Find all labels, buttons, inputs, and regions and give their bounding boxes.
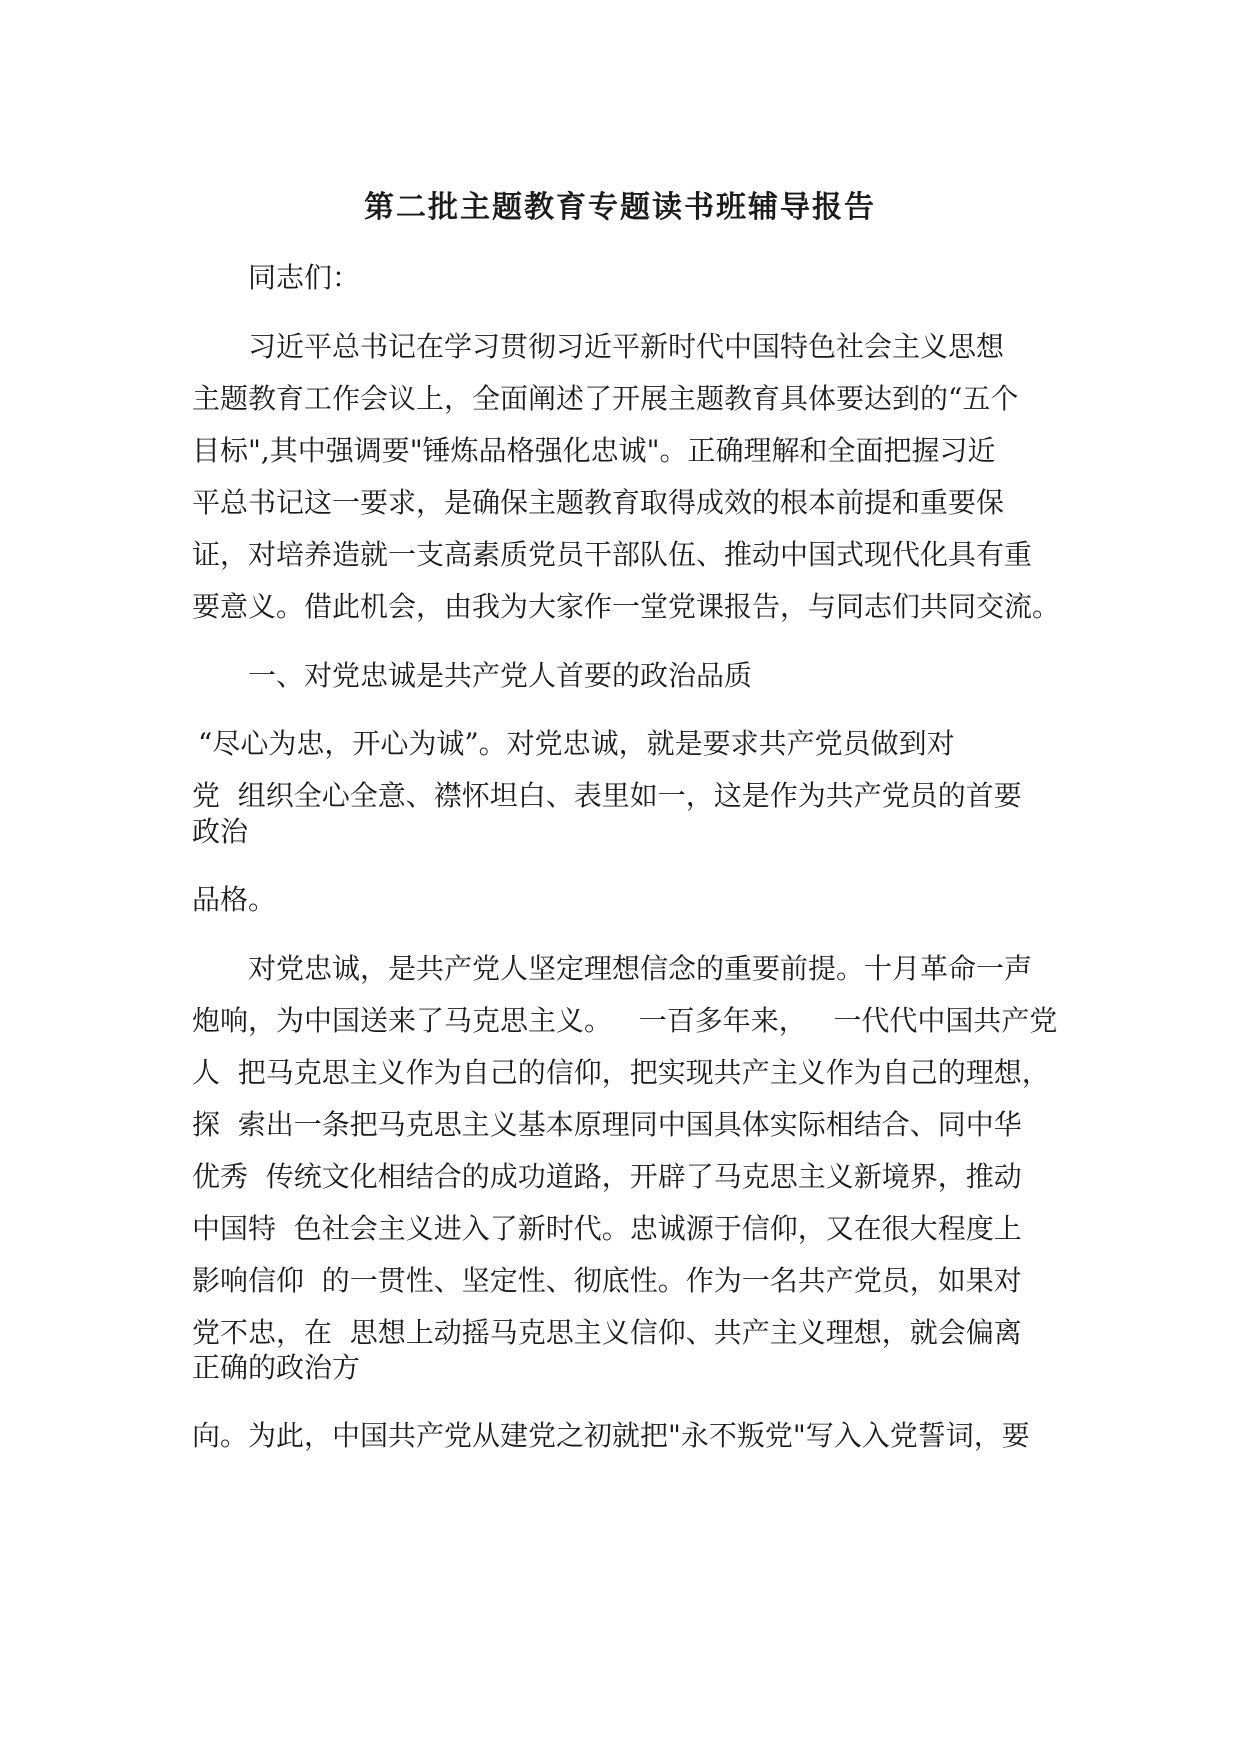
paragraph-line: 党 组织全心全意、襟怀坦白、表里如一，这是作为共产党员的首要 [192, 779, 1022, 812]
paragraph-line: 党不忠，在 思想上动摇马克思主义信仰、共产主义理想，就会偏离 [192, 1316, 1022, 1349]
paragraph-line: 主题教育工作会议上，全面阐述了开展主题教育具体要达到的“五个 [192, 382, 1019, 415]
document-title: 第二批主题教育专题读书班辅导报告 [364, 190, 876, 225]
paragraph-line: 正确的政治方 [192, 1351, 361, 1384]
paragraph-line: 中国特 色社会主义进入了新时代。忠诚源于信仰，又在很大程度上 [192, 1212, 1022, 1245]
paragraph-line: “尽心为忠，开心为诚”。对党忠诚，就是要求共产党员做到对 [198, 727, 955, 760]
paragraph-line: 证，对培养造就一支高素质党员干部队伍、推动中国式现代化具有重 [192, 538, 1033, 571]
paragraph-line: 要意义。借此机会，由我为大家作一堂党课报告，与同志们共同交流。 [192, 590, 1061, 623]
paragraph-line: 影响信仰 的一贯性、坚定性、彻底性。作为一名共产党员，如果对 [192, 1264, 1022, 1297]
paragraph-line: 习近平总书记在学习贯彻习近平新时代中国特色社会主义思想 [248, 330, 1005, 363]
paragraph-line: 人 把马克思主义作为自己的信仰，把实现共产主义作为自己的理想， [192, 1056, 1050, 1089]
section-heading: 一、对党忠诚是共产党人首要的政治品质 [248, 659, 753, 692]
paragraph-line: 优秀 传统文化相结合的成功道路，开辟了马克思主义新境界，推动 [192, 1160, 1022, 1193]
paragraph-line: 政治 [192, 815, 249, 848]
paragraph-line: 品格。 [192, 883, 277, 916]
paragraph-line: 平总书记这一要求，是确保主题教育取得成效的根本前提和重要保 [192, 486, 1005, 519]
paragraph-line: 目标",其中强调要"锤炼品格强化忠诚"。正确理解和全面把握习近 [192, 434, 996, 467]
paragraph-line: 向。为此，中国共产党从建党之初就把"永不叛党"写入入党誓词，要 [192, 1419, 1030, 1452]
paragraph-line: 探 索出一条把马克思主义基本原理同中国具体实际相结合、同中华 [192, 1108, 1022, 1141]
paragraph-line: 炮响，为中国送来了马克思主义。 一百多年来， 一代代中国共产党 [192, 1004, 1058, 1037]
greeting: 同志们： [248, 261, 361, 294]
paragraph-line: 对党忠诚，是共产党人坚定理想信念的重要前提。十月革命一声 [248, 952, 1033, 985]
